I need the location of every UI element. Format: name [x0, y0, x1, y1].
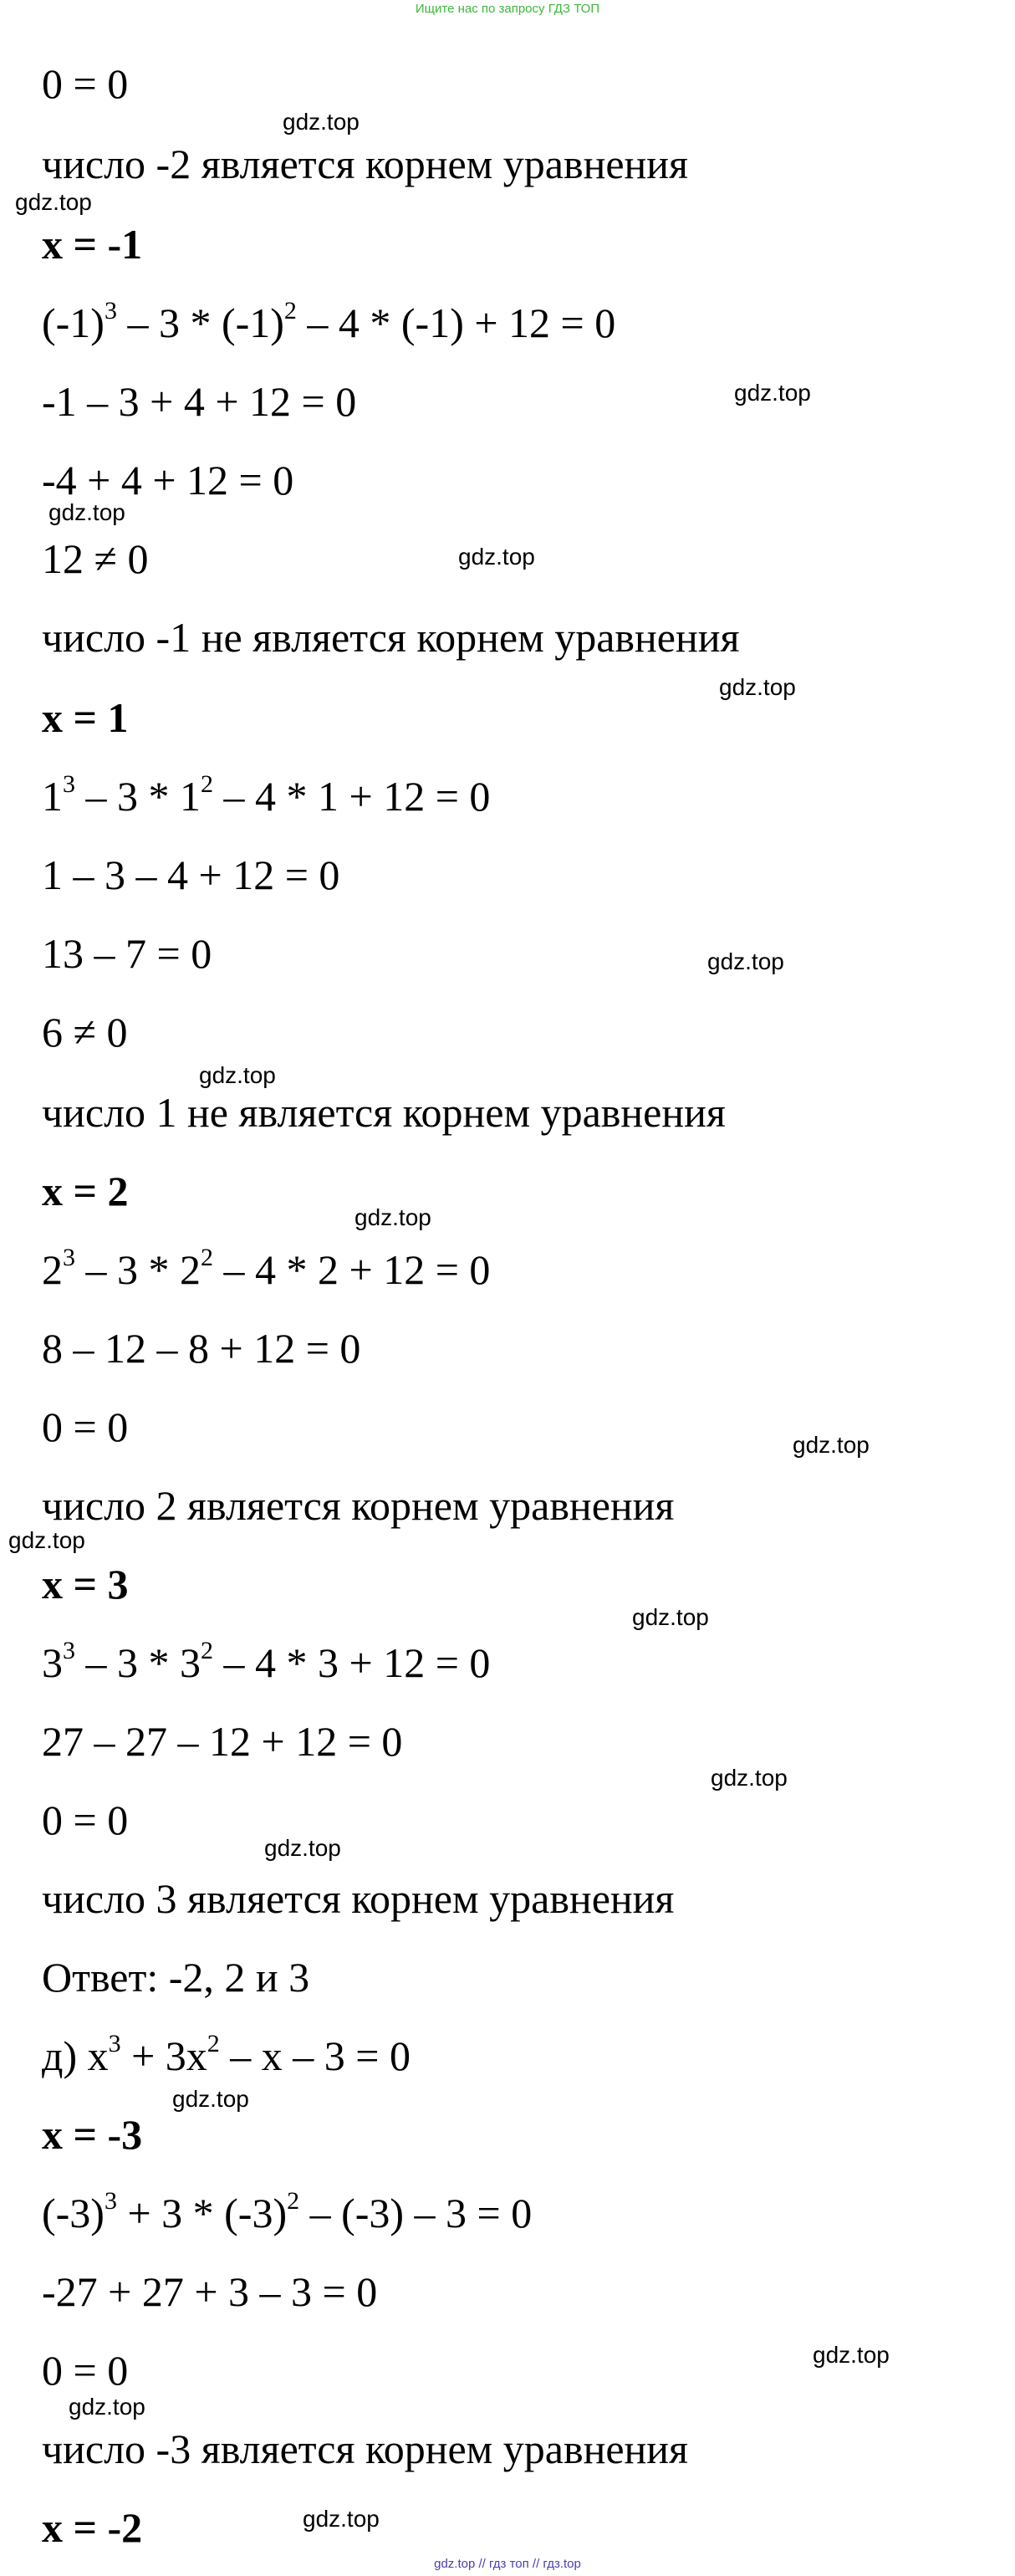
- conclusion-line: число 1 не является корнем уравнения: [42, 1089, 726, 1136]
- problem-statement: д) $x^3 + 3x^2 - x - 3 = 0$: [42, 2030, 411, 2079]
- equation-line: 0 = 0: [42, 60, 129, 107]
- watermark: gdz.top: [172, 2086, 249, 2112]
- case-heading: x = 1: [42, 694, 129, 741]
- equation-line: 12 ≠ 0: [42, 535, 149, 582]
- watermark: gdz.top: [354, 1204, 431, 1230]
- equation-line: $(-3)^3 + 3 * (-3)^2 - (-3) - 3 = 0$: [42, 2187, 533, 2236]
- footer-links[interactable]: gdz.top // гдз топ // гдз.top: [434, 2557, 581, 2571]
- watermark: gdz.top: [199, 1062, 276, 1088]
- conclusion-line: число -1 не является корнем уравнения: [42, 614, 740, 661]
- equation-line: 8 – 12 – 8 + 12 = 0: [42, 1325, 361, 1372]
- equation-line: 0 = 0: [42, 1797, 129, 1843]
- watermark: gdz.top: [458, 544, 535, 570]
- watermark: gdz.top: [793, 1432, 870, 1458]
- case-heading: x = -2: [42, 2504, 143, 2551]
- conclusion-line: число 3 является корнем уравнения: [42, 1875, 675, 1922]
- watermark: gdz.top: [734, 380, 811, 406]
- equation-line: $3^3 - 3 * 3^2 - 4 * 3 + 12 = 0$: [42, 1637, 491, 1686]
- watermark: gdz.top: [632, 1604, 709, 1630]
- equation-line: $1^3 - 3 * 1^2 - 4 * 1 + 12 = 0$: [42, 770, 491, 820]
- watermark: gdz.top: [8, 1527, 85, 1553]
- watermark: gdz.top: [48, 499, 125, 525]
- case-heading: x = 2: [42, 1168, 129, 1214]
- equation-line: 0 = 0: [42, 1403, 129, 1450]
- equation-line: 0 = 0: [42, 2347, 129, 2394]
- case-heading: x = -1: [42, 221, 143, 268]
- watermark: gdz.top: [15, 189, 92, 215]
- conclusion-line: число 2 является корнем уравнения: [42, 1482, 675, 1529]
- watermark: gdz.top: [711, 1765, 788, 1791]
- top-banner[interactable]: Ищите нас по запросу ГДЗ ТОП: [415, 2, 600, 16]
- equation-line: $(-1)^3 - 3 * (-1)^2 - 4 * (-1) + 12 = 0$: [42, 297, 616, 346]
- watermark: gdz.top: [283, 109, 360, 135]
- watermark: gdz.top: [303, 2506, 380, 2532]
- equation-line: 27 – 27 – 12 + 12 = 0: [42, 1718, 403, 1765]
- equation-line: $2^3 - 3 * 2^2 - 4 * 2 + 12 = 0$: [42, 1244, 491, 1293]
- equation-line: 13 – 7 = 0: [42, 930, 212, 977]
- conclusion-line: число -2 является корнем уравнения: [42, 141, 689, 187]
- case-heading: x = 3: [42, 1561, 129, 1607]
- watermark: gdz.top: [813, 2342, 890, 2368]
- answer-line: Ответ: -2, 2 и 3: [42, 1954, 310, 2001]
- watermark: gdz.top: [719, 674, 796, 700]
- watermark: gdz.top: [69, 2394, 145, 2420]
- equation-line: -1 – 3 + 4 + 12 = 0: [42, 378, 357, 425]
- equation-line: -27 + 27 + 3 – 3 = 0: [42, 2268, 378, 2315]
- equation-line: 1 – 3 – 4 + 12 = 0: [42, 851, 340, 898]
- watermark: gdz.top: [707, 948, 784, 974]
- watermark: gdz.top: [264, 1835, 341, 1861]
- equation-line: -4 + 4 + 12 = 0: [42, 457, 294, 503]
- conclusion-line: число -3 является корнем уравнения: [42, 2425, 689, 2472]
- equation-line: 6 ≠ 0: [42, 1009, 128, 1055]
- case-heading: x = -3: [42, 2111, 143, 2158]
